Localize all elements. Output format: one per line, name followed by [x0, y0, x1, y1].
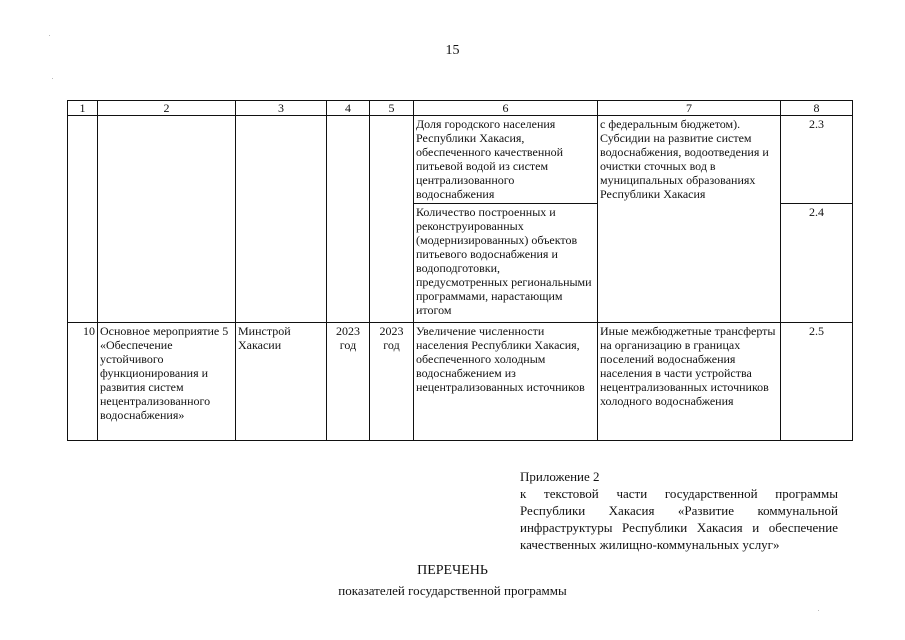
list-title: ПЕРЕЧЕНЬ	[417, 563, 488, 578]
list-subtitle: показателей государственной программы	[338, 583, 567, 598]
event-name-cell: Основное мероприятие 5 «Обеспечение устойчивого функционирования и развития систем нецентрализованного водоснабжения»	[98, 323, 236, 441]
measure-cell: с федеральным бюджетом). Субсидии на развитие систем водоснабжения, водоотведения и очистки сточных вод в муниципальных образованиях Республики Хакасия	[598, 116, 781, 323]
indicator-cell: Доля городского населения Республики Хакасия, обеспеченного качественной питьевой водой из систем централизованного водоснабжения	[414, 116, 598, 204]
event-name-cell	[98, 116, 236, 323]
indicator-code-cell: 2.5	[781, 323, 853, 441]
appendix-block	[520, 468, 838, 553]
page-number: 15	[445, 43, 460, 58]
column-header: 3	[236, 101, 327, 116]
column-header: 8	[781, 101, 853, 116]
column-header: 1	[68, 101, 98, 116]
start-year-cell	[327, 116, 370, 323]
executor-cell: Минстрой Хакасии	[236, 323, 327, 441]
row-number-cell: 10	[68, 323, 98, 441]
table-row	[68, 116, 853, 204]
column-header: 5	[370, 101, 414, 116]
end-year-cell	[370, 116, 414, 323]
indicator-code-cell: 2.3	[781, 116, 853, 204]
table-header-row	[68, 101, 853, 116]
measure-cell: Иные межбюджетные трансферты на организацию в границах поселений водоснабжения населения в части устройства нецентрализованных источников холодного водоснабжения	[598, 323, 781, 441]
program-table	[67, 100, 853, 441]
row-number-cell	[68, 116, 98, 323]
column-header: 4	[327, 101, 370, 116]
column-header: 2	[98, 101, 236, 116]
appendix-title: Приложение 2	[520, 469, 600, 484]
scan-speck	[52, 78, 53, 79]
scan-speck	[49, 35, 50, 36]
table-row	[68, 323, 853, 441]
start-year-cell: 2023 год	[327, 323, 370, 441]
indicator-cell: Увеличение численности населения Республики Хакасия, обеспеченного холодным водоснабжением из нецентрализованных источников	[414, 323, 598, 441]
end-year-cell: 2023 год	[370, 323, 414, 441]
scan-speck	[818, 610, 819, 611]
indicator-cell: Количество построенных и реконструированных (модернизированных) объектов питьевого водоснабжения и водоподготовки, предусмотренных региональными программами, нарастающим итогом	[414, 204, 598, 323]
executor-cell	[236, 116, 327, 323]
appendix-text: к текстовой части государственной программы Республики Хакасия «Развитие коммунальной инфраструктуры Республики Хакасия и обеспечение качественных жилищно-коммунальных услуг»	[520, 486, 838, 552]
indicator-code-cell: 2.4	[781, 204, 853, 323]
column-header: 7	[598, 101, 781, 116]
column-header: 6	[414, 101, 598, 116]
